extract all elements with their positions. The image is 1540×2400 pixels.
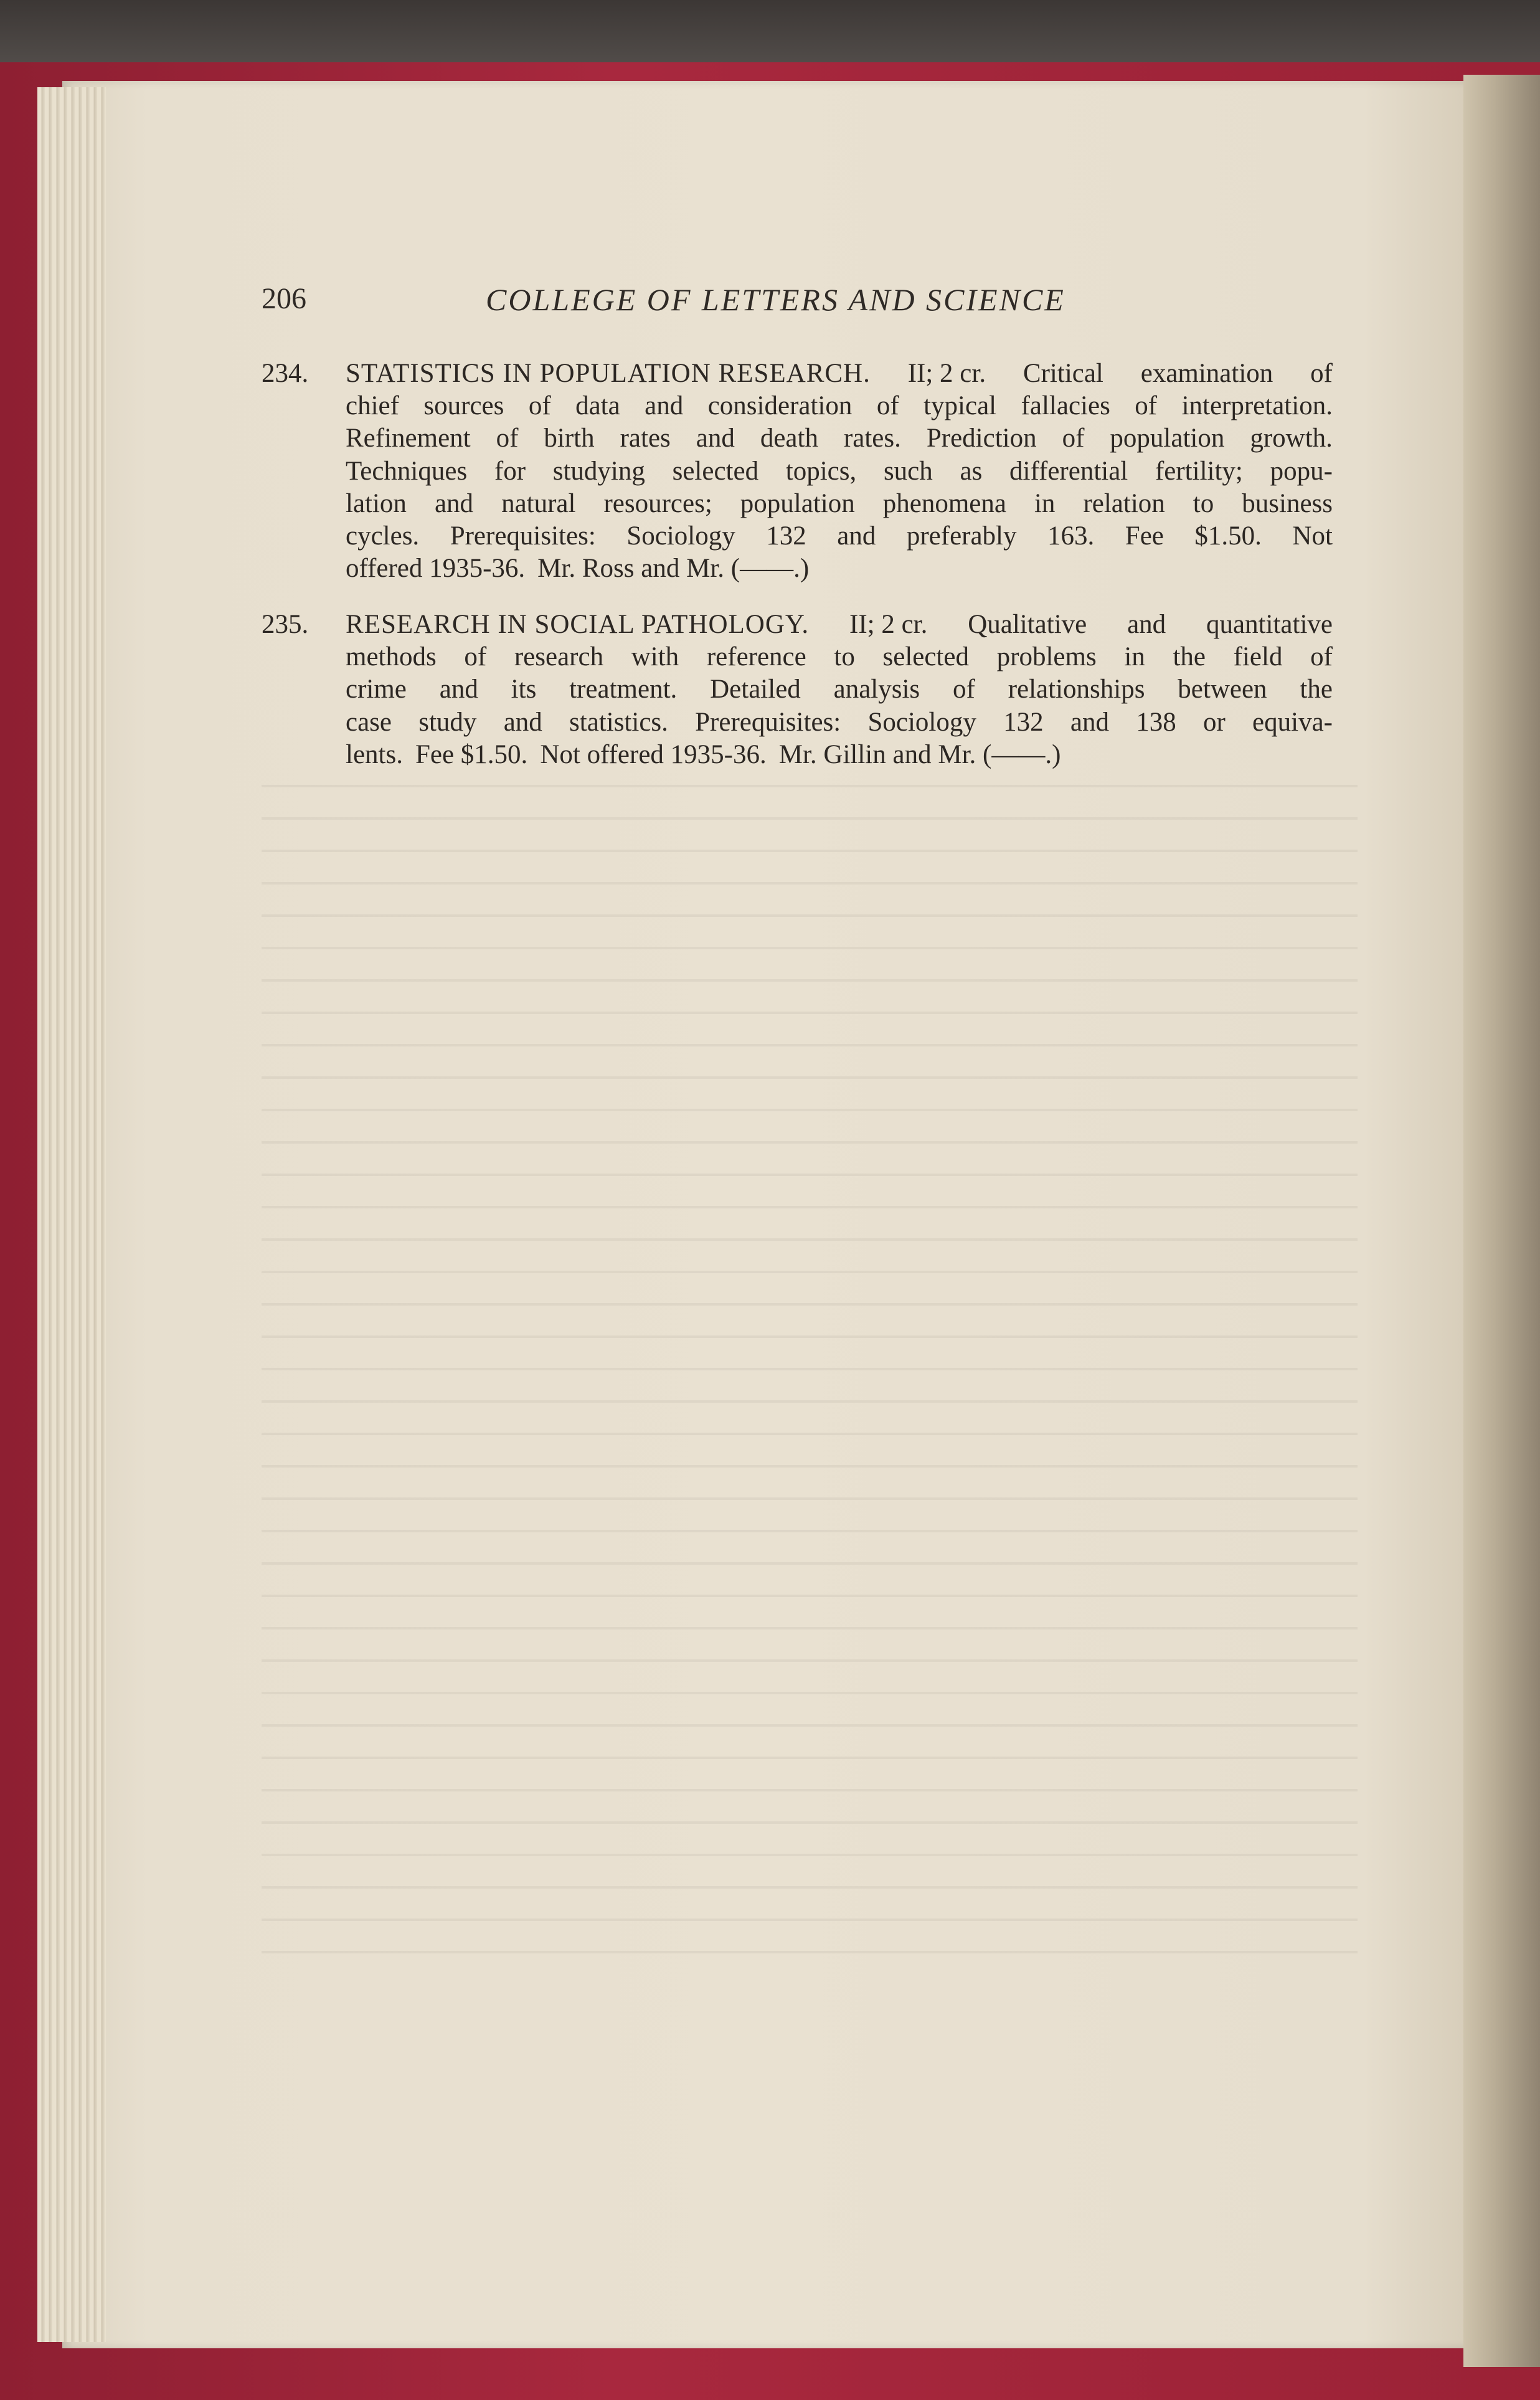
course-description — [346, 609, 1333, 771]
spine-shadow — [1463, 75, 1540, 2367]
description-line: STATISTICS IN POPULATION RESEARCH. II; 2 cr. Critical examination of — [346, 359, 1333, 388]
description-line: RESEARCH IN SOCIAL PATHOLOGY. II; 2 cr. Qualitative and quantitative — [346, 610, 1333, 639]
course-description — [346, 358, 1333, 585]
bleed-through-text — [262, 785, 1358, 1968]
description-line: Techniques for studying selected topics, such as differential fertility; popu- — [346, 456, 1333, 486]
description-line: case study and statistics. Prerequisites: Sociology 132 and 138 or equiva- — [346, 707, 1333, 737]
description-line: lents. Fee $1.50. Not offered 1935-36. Mr. Gillin and Mr. (——.) — [346, 739, 1061, 769]
description-line: lation and natural resources; population phenomena in relation to business — [346, 488, 1333, 518]
course-number: 235. — [262, 610, 309, 639]
page-edges — [37, 87, 106, 2342]
running-head: COLLEGE OF LETTERS AND SCIENCE — [486, 282, 1065, 317]
description-line: cycles. Prerequisites: Sociology 132 and preferably 163. Fee $1.50. Not — [346, 521, 1333, 551]
course-number: 234. — [262, 359, 309, 388]
description-line: Refinement of birth rates and death rates. Prediction of population growth. — [346, 424, 1333, 453]
page-number: 206 — [262, 282, 306, 315]
description-line: crime and its treatment. Detailed analysis of relationships between the — [346, 675, 1333, 704]
description-line: offered 1935-36. Mr. Ross and Mr. (——.) — [346, 554, 810, 584]
description-line: methods of research with reference to selected problems in the field of — [346, 642, 1333, 672]
description-line: chief sources of data and consideration of typical fallacies of interpretation. — [346, 391, 1333, 421]
page-header — [262, 282, 1333, 325]
